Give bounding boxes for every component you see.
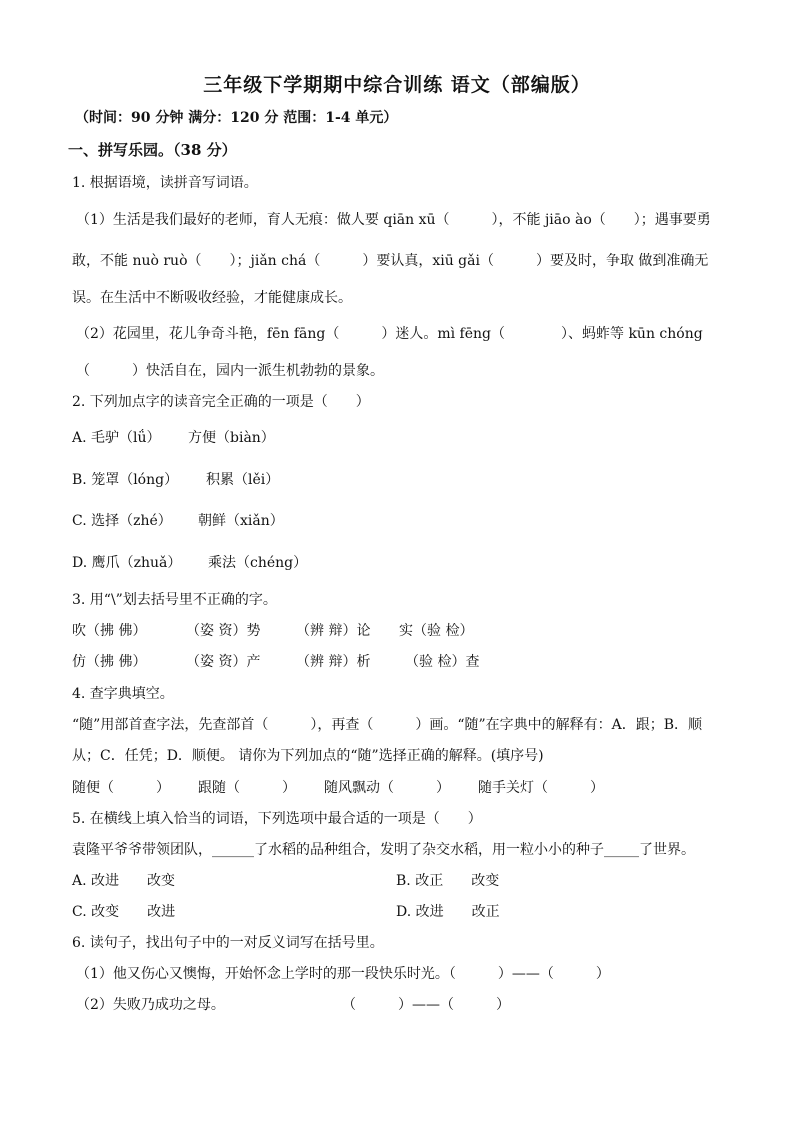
q1-part2-line1: （2）花园里，花儿争奇斗艳，fēn fāng（ ）迷人。mì fēng（ ）、蚂蚱等 kūn chóng <box>76 326 703 342</box>
q5-option-b: B. 改正 改变 <box>396 873 500 889</box>
q5-option-c: C. 改变 改进 <box>72 904 176 920</box>
q2-option-b-word2: 积累（lěi） <box>206 472 280 488</box>
q5-option-a: A. 改进 改变 <box>72 873 176 889</box>
q4-item1: 随便（ ） <box>72 780 170 796</box>
q2-stem: 2. 下列加点字的读音完全正确的一项是（ ） <box>72 394 370 410</box>
q1-stem: 1. 根据语境，读拼音写词语。 <box>72 175 258 191</box>
q4-stem: 4. 查字典填空。 <box>72 686 174 702</box>
q3-row2-item1: 仿（拂 佛） <box>72 654 147 670</box>
q4-line2: 从；C．任凭；D．顺便。 请你为下列加点的“随”选择正确的解释。(填序号) <box>72 748 544 764</box>
q3-row1-item2: （姿 资）势 <box>186 623 261 639</box>
q5-sentence: 袁隆平爷爷带领团队，______了水稻的品种组合，发明了杂交水稻，用一粒小小的种子_____了世界。 <box>72 842 695 858</box>
q5-stem: 5. 在横线上填入恰当的词语，下列选项中最合适的一项是（ ） <box>72 811 482 827</box>
q3-row2-item3: （辨 辩）析 <box>296 654 371 670</box>
q6-stem: 6. 读句子，找出句子中的一对反义词写在括号里。 <box>72 935 384 951</box>
q5-option-d: D. 改进 改正 <box>396 904 500 920</box>
q3-row1-item1: 吹（拂 佛） <box>72 623 147 639</box>
section-heading: 一、拼写乐园。（38 分） <box>68 141 237 159</box>
q4-item4: 随手关灯（ ） <box>478 780 604 796</box>
q4-line1: “随”用部首查字法，先查部首（ ），再查（ ）画。“随”在字典中的解释有：A．跟；B．顺 <box>72 717 703 733</box>
q3-stem: 3. 用“\”划去括号里不正确的字。 <box>72 592 277 608</box>
q4-item3: 随风飘动（ ） <box>324 780 450 796</box>
exam-info: （时间：90 分钟 满分：120 分 范围：1-4 单元） <box>75 110 398 126</box>
q6-sentence2: （2）失败乃成功之母。 <box>76 997 225 1013</box>
q2-option-d-word2: 乘法（chéng） <box>208 555 308 571</box>
page-title: 三年级下学期期中综合训练 语文（部编版） <box>203 74 591 96</box>
q2-option-d: D. 鹰爪（zhuǎ） <box>72 555 182 571</box>
q3-row1-item3: （辨 辩）论 <box>296 623 371 639</box>
q2-option-c: C. 选择（zhé） <box>72 513 172 529</box>
q1-part1-line3: 误。在生活中不断吸收经验，才能健康成长。 <box>72 290 352 306</box>
q1-part1-line1: （1）生活是我们最好的老师，育人无痕：做人要 qiān xū（ ），不能 jiāo ào（ ）；遇事要勇 <box>76 212 711 228</box>
q1-part1-line2: 敢，不能 nuò ruò（ ）；jiǎn chá（ ）要认真，xiū gǎi（ ）要及时，争取 做到准确无 <box>72 253 709 269</box>
q2-option-c-word2: 朝鲜（xiǎn） <box>198 513 284 529</box>
q2-option-a-word2: 方便（biàn） <box>188 430 275 446</box>
q2-option-a: A. 毛驴（lǘ） <box>72 430 161 446</box>
q3-row2-item2: （姿 资）产 <box>186 654 261 670</box>
q6-sentence2-blanks: （ ）——（ ） <box>342 997 510 1013</box>
q1-part2-line2: （ ）快活自在，园内一派生机勃勃的景象。 <box>76 363 384 379</box>
q4-item2: 跟随（ ） <box>198 780 296 796</box>
q6-sentence1: （1）他又伤心又懊悔，开始怀念上学时的那一段快乐时光。（ ）——（ ） <box>76 966 610 982</box>
q2-option-b: B. 笼罩（lóng） <box>72 472 179 488</box>
q3-row1-item4: 实（验 检） <box>399 623 474 639</box>
q3-row2-item4: （验 检）查 <box>405 654 480 670</box>
